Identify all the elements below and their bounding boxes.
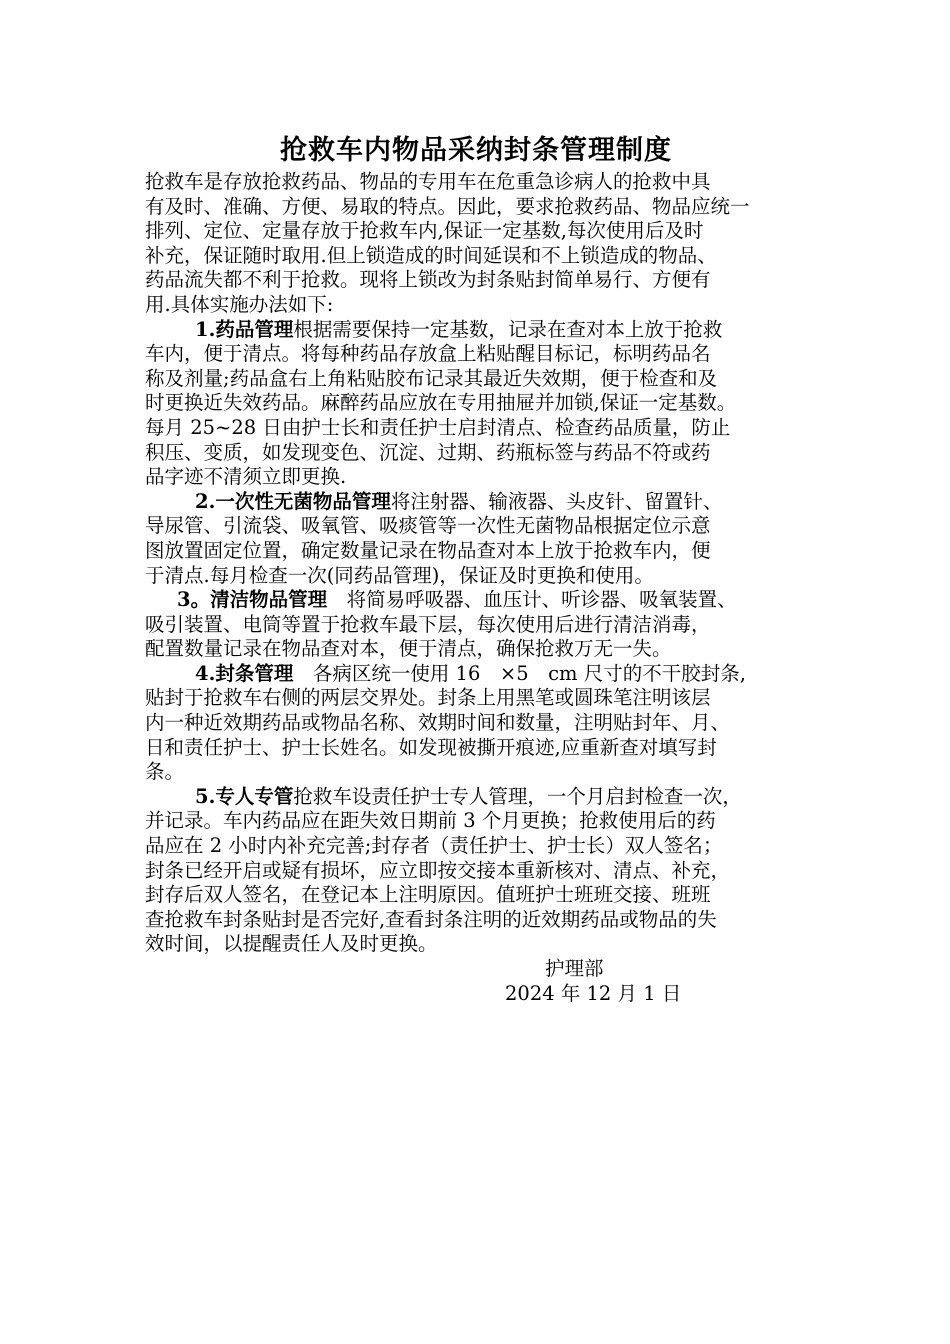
section-text: 各病区统一使用 16 ×5 cm 尺寸的不干胶封条, <box>293 661 746 685</box>
intro-line: 用.具体实施办法如下: <box>145 292 334 316</box>
section-first-line <box>145 662 807 687</box>
section-seal-management <box>145 662 807 785</box>
section-line: 图放置固定位置，确定数量记录在物品查对本上放于抢救车内，便 <box>145 538 711 562</box>
document-page <box>145 132 807 1006</box>
section-clean-items <box>145 588 807 662</box>
intro-line: 抢救车是存放抢救药品、物品的专用车在危重急诊病人的抢救中具 <box>145 170 711 193</box>
document-body <box>145 170 807 957</box>
section-line: 称及剂量;药品盒右上角粘贴胶布记录其最近失效期，便于检查和及 <box>145 366 718 390</box>
signature-date: 2024 年 12 月 1 日 <box>505 981 682 1005</box>
signature-block <box>145 957 807 1006</box>
section-first-line <box>145 785 807 810</box>
section-line: 品字迹不清须立即更换. <box>145 465 347 489</box>
document-title: 抢救车内物品采纳封条管理制度 <box>280 135 672 166</box>
section-drug-management <box>145 318 807 490</box>
section-line: 积压、变质，如发现变色、沉淀、过期、药瓶标签与药品不符或药 <box>145 440 711 464</box>
section-line: 时更换近失效药品。麻醉药品应放在专用抽屉并加锁,保证一定基数。 <box>145 391 737 415</box>
section-line: 车内，便于清点。将每种药品存放盒上粘贴醒目标记，标明药品名 <box>145 342 711 366</box>
section-line: 导尿管、引流袋、吸氧管、吸痰管等一次性无菌物品根据定位示意 <box>145 514 711 538</box>
section-first-line <box>145 588 807 613</box>
section-first-line <box>145 490 807 515</box>
intro-line: 补充，保证随时取用.但上锁造成的时间延误和不上锁造成的物品、 <box>145 243 717 267</box>
section-text: 将简易呼吸器、血压计、听诊器、吸氧装置、 <box>327 588 737 612</box>
section-line: 贴封于抢救车右侧的两层交界处。封条上用黑笔或圆珠笔注明该层 <box>145 686 711 710</box>
section-heading: 4.封条管理 <box>195 661 294 685</box>
section-text: 根据需要保持一定基数，记录在查对本上放于抢救 <box>293 317 723 341</box>
section-heading: 1.药品管理 <box>195 317 294 341</box>
intro-paragraph <box>145 170 807 318</box>
intro-line: 排列、定位、定量存放于抢救车内,保证一定基数,每次使用后及时 <box>145 219 704 243</box>
section-line: 条。 <box>145 760 185 784</box>
intro-line: 药品流失都不利于抢救。现将上锁改为封条贴封简单易行、方便有 <box>145 268 711 292</box>
section-line: 日和责任护士、护士长姓名。如发现被撕开痕迹,应重新查对填写封 <box>145 735 717 759</box>
section-first-line <box>145 318 807 343</box>
section-line: 封条已经开启或疑有损坏，应立即按交接本重新核对、清点、补充， <box>145 858 731 882</box>
section-dedicated-staff <box>145 785 807 957</box>
section-line: 内一种近效期药品或物品名称、效期时间和数量，注明贴封年、月、 <box>145 711 731 735</box>
section-heading: 2.一次性无菌物品管理 <box>195 489 391 513</box>
intro-line: 有及时、准确、方便、易取的特点。因此，要求抢救药品、物品应统一 <box>145 194 750 218</box>
section-line: 于清点.每月检查一次(同药品管理)，保证及时更换和使用。 <box>145 563 654 587</box>
section-text: 将注射器、输液器、头皮针、留置针、 <box>390 489 723 513</box>
section-line: 品应在 2 小时内补充完善;封存者（责任护士、护士长）双人签名； <box>145 834 723 858</box>
section-line: 吸引装置、电筒等置于抢救车最下层，每次使用后进行清洁消毒， <box>145 612 711 636</box>
section-heading: 3。清洁物品管理 <box>177 588 328 612</box>
section-disposable-sterile <box>145 490 807 588</box>
section-line: 配置数量记录在物品查对本，便于清点，确保抢救万无一失。 <box>145 637 672 661</box>
section-line: 并记录。车内药品应在距失效日期前 3 个月更换；抢救使用后的药 <box>145 809 716 833</box>
section-line: 效时间，以提醒责任人及时更换。 <box>145 932 438 956</box>
section-text: 抢救车设责任护士专人管理，一个月启封检查一次， <box>293 784 742 808</box>
section-line: 封存后双人签名，在登记本上注明原因。值班护士班班交接、班班 <box>145 883 711 907</box>
section-line: 查抢救车封条贴封是否完好,查看封条注明的近效期药品或物品的失 <box>145 907 717 931</box>
section-line: 每月 25~28 日由护士长和责任护士启封清点、检查药品质量，防止 <box>145 415 731 439</box>
section-heading: 5.专人专管 <box>195 784 294 808</box>
signature-department: 护理部 <box>545 957 604 980</box>
